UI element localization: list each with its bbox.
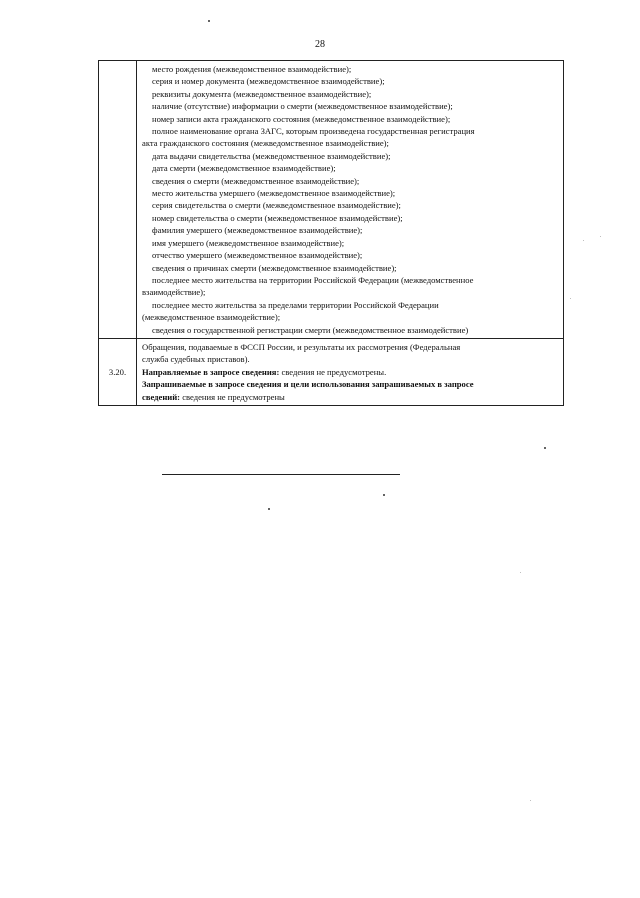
list-item: дата смерти (межведомственное взаимодействие); <box>152 163 336 174</box>
list-item: наличие (отсутствие) информации о смерти (межведомственное взаимодействие); <box>152 101 453 112</box>
scan-speck <box>268 508 270 510</box>
list-item-continuation: взаимодействие); <box>142 287 206 298</box>
scan-speck <box>208 20 210 22</box>
list-item: последнее место жительства за пределами территории Российской Федерации <box>152 299 439 310</box>
scan-speck <box>600 236 601 237</box>
list-item: сведения о смерти (межведомственное взаимодействие); <box>152 175 360 186</box>
row-number-cell: 3.20. <box>99 339 137 405</box>
list-item: дата выдачи свидетельства (межведомственное взаимодействие); <box>152 150 391 161</box>
row-number-cell <box>99 61 137 338</box>
list-item: место рождения (межведомственное взаимодействие); <box>152 64 352 74</box>
requested-info-label-continuation: сведений: <box>142 391 181 402</box>
list-item: место жительства умершего (межведомственное взаимодействие); <box>152 188 396 199</box>
table-row <box>99 338 563 405</box>
scan-speck <box>520 572 521 573</box>
list-item: имя умершего (межведомственное взаимодействие); <box>152 237 345 248</box>
row-content-cell <box>137 339 563 405</box>
list-item: номер свидетельства о смерти (межведомственное взаимодействие); <box>152 212 403 223</box>
scan-speck <box>583 240 584 241</box>
list-item-continuation: (межведомственное взаимодействие); <box>142 312 281 323</box>
scan-speck <box>530 800 531 801</box>
row-content-cell <box>137 61 563 338</box>
page-number: 28 <box>315 39 325 50</box>
list-item: отчество умершего (межведомственное взаимодействие); <box>152 250 363 261</box>
list-item: серия и номер документа (межведомственное взаимодействие); <box>152 76 385 87</box>
list-item: полное наименование органа ЗАГС, которым произведена государственная регистрация <box>152 126 475 137</box>
list-item: фамилия умершего (межведомственное взаимодействие); <box>152 225 363 236</box>
sent-info-label: Направляемые в запросе сведения: <box>142 366 280 377</box>
list-item: реквизиты документа (межведомственное взаимодействие); <box>152 88 372 99</box>
requested-info-value: сведения не предусмотрены <box>180 391 285 402</box>
requested-info-label: Запрашиваемые в запросе сведения и цели использования запрашиваемых в запросе <box>142 379 474 390</box>
sent-info-line <box>142 366 559 378</box>
list-item: сведения о государственной регистрации смерти (межведомственное взаимодействие) <box>152 324 469 335</box>
row-title-continuation: служба судебных приставов). <box>142 354 250 365</box>
table-row <box>99 61 563 338</box>
sent-info-value: сведения не предусмотрены. <box>279 366 387 377</box>
requested-info-line <box>142 391 559 403</box>
scan-speck <box>383 494 385 496</box>
list-item: серия свидетельства о смерти (межведомственное взаимодействие); <box>152 200 401 211</box>
scan-speck <box>544 447 546 449</box>
divider-line <box>162 474 400 475</box>
row-title: Обращения, подаваемые в ФССП России, и результаты их рассмотрения (Федеральная <box>142 341 461 352</box>
list-item-continuation: акта гражданского состояния (межведомственное взаимодействие); <box>142 138 389 149</box>
scan-speck <box>570 298 571 299</box>
requirements-table <box>98 60 564 406</box>
list-item: последнее место жительства на территории Российской Федерации (межведомственное <box>152 274 474 285</box>
list-item: номер записи акта гражданского состояния (межведомственное взаимодействие); <box>152 113 451 124</box>
list-item: сведения о причинах смерти (межведомственное взаимодействие); <box>152 262 397 273</box>
